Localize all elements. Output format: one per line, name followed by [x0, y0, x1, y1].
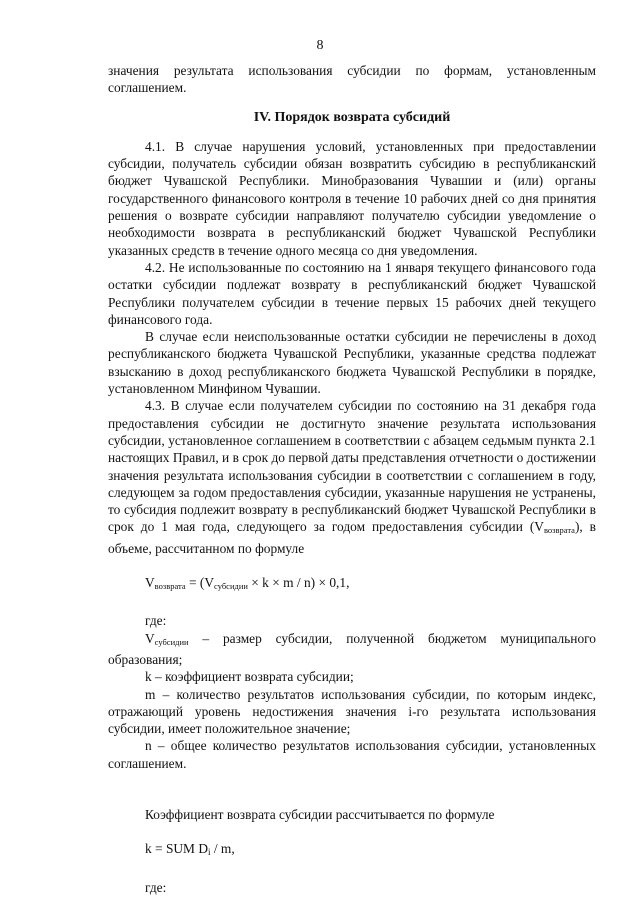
definition-k: k – коэффициент возврата субсидии; [145, 669, 354, 685]
document-body [108, 62, 596, 896]
formula-sub-return: возврата [154, 581, 186, 592]
definition-v [108, 630, 596, 669]
coefficient-text: Коэффициент возврата субсидии рассчитывается по формуле [145, 806, 495, 822]
where-label-1: где: [145, 613, 167, 629]
page-number: 8 [316, 38, 324, 53]
paragraph-4-2-continuation: В случае если неиспользованные остатки субсидии не перечислены в доход республиканского бюджета Чувашской Республики, указанные средства подлежат взысканию в доход республиканского бюджета Чувашской Республики в порядке, установленном Минфином Чувашии. [108, 329, 596, 397]
section-title: IV. Порядок возврата субсидий [253, 109, 451, 125]
definition-m: m – количество результатов использования субсидии, по которым индекс, отражающий уровень недостижения значения i-го результата использования субсидии, имеет положительное значение; [108, 686, 596, 737]
intro-paragraph: значения результата использования субсидии по формам, установленным соглашением. [108, 63, 596, 96]
paragraph-4-2: 4.2. Не использованные по состоянию на 1 января текущего финансового года остатки субсидии подлежат возврату в республиканский бюджет Чувашской Республики получателем субсидии в течение первых 15 рабочих дней текущего финансового года. [108, 259, 596, 327]
def-v-prefix: V [145, 630, 155, 646]
where-label-2: где: [145, 879, 167, 895]
v-return-subscript: возврата [543, 525, 575, 536]
coefficient-formula [108, 840, 596, 861]
formula2-sub: i [207, 847, 211, 858]
definition-n: n – общее количество результатов использования субсидии, установленных соглашением. [108, 738, 596, 771]
formula2-lhs: k = SUM D [145, 841, 208, 857]
paragraph-4-3-text: 4.3. В случае если получателем субсидии по состоянию на 31 декабря года предоставления субсидии не достигнуто значение результата использования субсидии, установленное соглашением в соответствии с абзацем седьмым пункта 2.1 настоящих Правил, и в срок до первой даты представления отчетности о достижении значения результата использования субсидии в соответствии с соглашением в году, следующем за годом предоставления субсидии, указанные нарушения не устранены, то субсидия подлежит возврату в республиканский бюджет Чувашской Республики в срок до 1 мая года, следующего за годом предоставления субсидии (V [108, 398, 596, 535]
formula-sub-subsidy: субсидии [214, 581, 248, 592]
return-formula [108, 574, 596, 595]
formula-v: V [145, 575, 155, 591]
paragraph-4-1: 4.1. В случае нарушения условий, установленных при предоставлении субсидии, получатель субсидии обязан возвратить субсидию в республиканский бюджет Чувашской Республики. Минобразования Чувашии и (или) органы государственного финансового контроля в течение 10 рабочих дней со дня принятия решения о возврате субсидии направляют получателю субсидии уведомление о необходимости возврата в республиканский бюджет Чувашской Республики указанных средств в течение одного месяца со дня уведомления. [108, 138, 596, 258]
def-v-text: – размер субсидии, полученной бюджетом муниципального образования; [108, 630, 596, 667]
formula-rest: × k × m / n) × 0,1, [247, 575, 350, 591]
paragraph-4-3 [108, 397, 596, 557]
formula-eq: = (V [185, 575, 215, 591]
paragraph-4-3-tail: ), в объеме, рассчитанном по формуле [108, 519, 596, 556]
formula2-rhs: / m, [210, 841, 235, 857]
def-v-sub: субсидии [154, 636, 189, 647]
